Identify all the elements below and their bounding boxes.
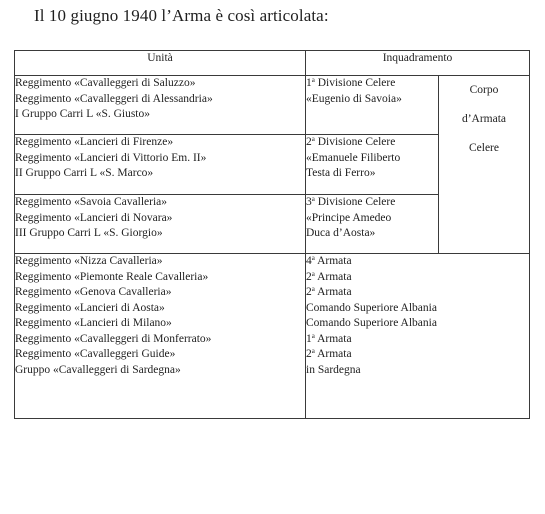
division-name: 1$^a$ Divisione Celere <box>306 76 396 89</box>
unit-name: III Gruppo Carri L «S. Giorgio» <box>15 227 163 239</box>
assignment: 1$^a$ Armata <box>306 331 352 345</box>
unit-name: Reggimento «Piemonte Reale Cavalleria» <box>15 270 209 283</box>
assignment: Comando Superiore Albania <box>306 301 437 314</box>
table-row <box>15 76 530 135</box>
assignment: 2$^a$ Armata <box>306 347 352 360</box>
division-title: «Emanuele Filiberto <box>306 151 401 164</box>
units-cell <box>15 254 306 419</box>
division-cell <box>306 195 439 254</box>
assignment: Comando Superiore Albania <box>306 317 437 329</box>
units-cell <box>15 195 306 254</box>
assignment: 4$^a$ Armata <box>306 254 352 267</box>
unit-name: Reggimento «Cavalleggeri di Saluzzo» <box>15 77 196 89</box>
header-unita: Unità <box>15 51 306 76</box>
unit-name: Reggimento «Lancieri di Aosta» <box>15 301 165 314</box>
units-cell <box>15 135 306 195</box>
unit-name: Reggimento «Lancieri di Firenze» <box>15 136 174 148</box>
unit-name: Reggimento «Lancieri di Novara» <box>15 211 173 224</box>
unit-name: Reggimento «Savoia Cavalleria» <box>15 196 168 208</box>
intro-sentence: Il 10 giugno 1940 l’Arma è così articolata: <box>34 6 329 25</box>
header-inquadramento: Inquadramento <box>306 51 530 76</box>
unit-name: Gruppo «Cavalleggeri di Sardegna» <box>15 363 181 376</box>
assignment: 2$^a$ Armata <box>306 269 352 283</box>
unit-name: Reggimento «Lancieri di Vittorio Em. II» <box>15 151 207 164</box>
unit-name: Reggimento «Cavalleggeri di Monferrato» <box>15 332 212 345</box>
division-title: Duca d’Aosta» <box>306 227 376 239</box>
corps-line: Celere <box>468 142 499 154</box>
unit-name: II Gruppo Carri L «S. Marco» <box>15 167 154 179</box>
division-cell <box>306 76 439 135</box>
division-title: «Principe Amedeo <box>306 211 392 224</box>
division-title: Testa di Ferro» <box>306 167 376 179</box>
assignment: in Sardegna <box>306 363 361 376</box>
division-title: «Eugenio di Savoia» <box>306 92 402 105</box>
army-organization-table <box>14 50 530 419</box>
unit-name: Reggimento «Nizza Cavalleria» <box>15 255 163 267</box>
division-name: 3$^a$ Divisione Celere <box>306 195 396 208</box>
corps-line: d’Armata <box>461 113 507 125</box>
unit-name: Reggimento «Genova Cavalleria» <box>15 286 172 298</box>
units-cell <box>15 76 306 135</box>
unit-name: I Gruppo Carri L «S. Giusto» <box>15 108 151 120</box>
unit-name: Reggimento «Cavalleggeri Guide» <box>15 348 176 360</box>
division-name: 2$^a$ Divisione Celere <box>306 135 396 148</box>
assignment-cell <box>306 254 530 419</box>
unit-name: Reggimento «Cavalleggeri di Alessandria» <box>15 92 213 105</box>
corps-cell <box>439 76 530 254</box>
table-row <box>15 254 530 419</box>
corps-line: Corpo <box>469 84 499 96</box>
assignment: 2$^a$ Armata <box>306 285 352 298</box>
unit-name: Reggimento «Lancieri di Milano» <box>15 317 172 329</box>
division-cell <box>306 135 439 195</box>
